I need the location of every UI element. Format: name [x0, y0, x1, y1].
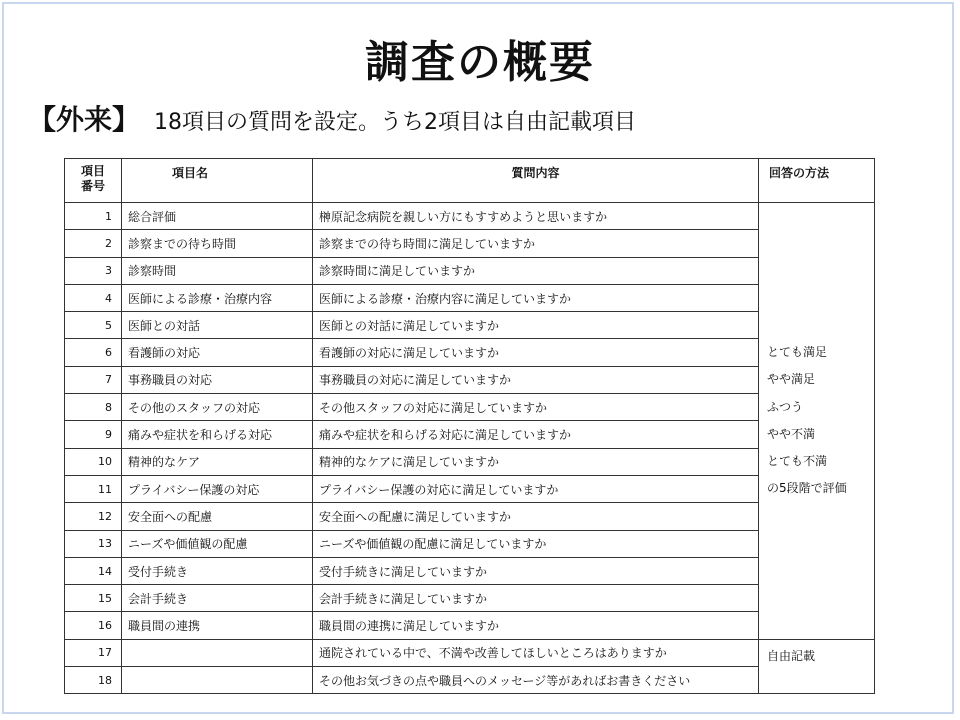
item-name: 受付手続き: [122, 557, 313, 584]
table-row: [65, 530, 875, 557]
header-name: 項目名: [122, 159, 313, 203]
item-name: 診察までの待ち時間: [122, 230, 313, 257]
rating-option: ふつう: [767, 399, 804, 414]
item-number: 1: [65, 203, 122, 230]
item-question: 会計手続きに満足していますか: [313, 585, 759, 612]
item-number: 18: [65, 667, 122, 694]
table-row: [65, 667, 875, 694]
header-question: 質問内容: [313, 159, 759, 203]
rating-option: とても満足: [767, 344, 828, 359]
item-name: その他のスタッフの対応: [122, 394, 313, 421]
item-number: 9: [65, 421, 122, 448]
item-name: プライバシー保護の対応: [122, 475, 313, 502]
item-name: [122, 667, 313, 694]
header-answer: 回答の方法: [759, 159, 875, 203]
item-name: 事務職員の対応: [122, 366, 313, 393]
table-row: [65, 339, 875, 366]
item-number: 13: [65, 530, 122, 557]
item-number: 14: [65, 557, 122, 584]
item-question: 医師との対話に満足していますか: [313, 312, 759, 339]
rating-option: やや満足: [767, 372, 816, 387]
item-name: 総合評価: [122, 203, 313, 230]
rating-option: の5段階で評価: [767, 481, 847, 496]
item-question: 職員間の連携に満足していますか: [313, 612, 759, 639]
table-row: [65, 394, 875, 421]
item-number: 17: [65, 639, 122, 666]
item-number: 12: [65, 503, 122, 530]
item-name: 職員間の連携: [122, 612, 313, 639]
table-row: [65, 284, 875, 311]
item-question: 痛みや症状を和らげる対応に満足していますか: [313, 421, 759, 448]
table-row: [65, 475, 875, 502]
item-number: 15: [65, 585, 122, 612]
item-question: ニーズや価値観の配慮に満足していますか: [313, 530, 759, 557]
header-number-line1: 項目: [80, 164, 105, 178]
answer-method-rating: [759, 203, 875, 640]
header-number-line2: 番号: [80, 179, 105, 193]
item-number: 10: [65, 448, 122, 475]
rating-option: とても不満: [767, 454, 828, 469]
item-question: 事務職員の対応に満足していますか: [313, 366, 759, 393]
subtitle-bracket: 【外来】: [28, 103, 141, 136]
item-question: 受付手続きに満足していますか: [313, 557, 759, 584]
subtitle-description: 18項目の質問を設定。うち2項目は自由記載項目: [154, 110, 637, 135]
item-number: 6: [65, 339, 122, 366]
item-number: 16: [65, 612, 122, 639]
table-row: [65, 503, 875, 530]
rating-option: やや不満: [767, 426, 816, 441]
item-question: 通院されている中で、不満や改善してほしいところはありますか: [313, 639, 759, 666]
table-row: [65, 257, 875, 284]
table-row: [65, 366, 875, 393]
item-question: 診察時間に満足していますか: [313, 257, 759, 284]
item-name: ニーズや価値観の配慮: [122, 530, 313, 557]
item-question: 医師による診療・治療内容に満足していますか: [313, 284, 759, 311]
item-number: 5: [65, 312, 122, 339]
item-number: 4: [65, 284, 122, 311]
table-row: [65, 639, 875, 666]
item-question: その他お気づきの点や職員へのメッセージ等があればお書きください: [313, 667, 759, 694]
item-number: 2: [65, 230, 122, 257]
item-question: 診察までの待ち時間に満足していますか: [313, 230, 759, 257]
table-row: [65, 230, 875, 257]
item-name: 会計手続き: [122, 585, 313, 612]
answer-method-free: 自由記載: [759, 639, 875, 694]
item-number: 7: [65, 366, 122, 393]
item-question: プライバシー保護の対応に満足していますか: [313, 475, 759, 502]
item-name: 痛みや症状を和らげる対応: [122, 421, 313, 448]
table-row: [65, 557, 875, 584]
table-row: [65, 612, 875, 639]
item-question: その他スタッフの対応に満足していますか: [313, 394, 759, 421]
page-title: 調査の概要: [365, 37, 595, 88]
survey-table: [64, 158, 875, 694]
item-name: 看護師の対応: [122, 339, 313, 366]
item-number: 8: [65, 394, 122, 421]
item-number: 3: [65, 257, 122, 284]
item-name: 医師による診療・治療内容: [122, 284, 313, 311]
table-header-row: [65, 159, 875, 203]
item-name: 安全面への配慮: [122, 503, 313, 530]
table-row: [65, 421, 875, 448]
item-number: 11: [65, 475, 122, 502]
item-name: [122, 639, 313, 666]
item-question: 看護師の対応に満足していますか: [313, 339, 759, 366]
table-row: [65, 312, 875, 339]
subtitle: [28, 98, 636, 138]
item-question: 榊原記念病院を親しい方にもすすめようと思いますか: [313, 203, 759, 230]
item-question: 安全面への配慮に満足していますか: [313, 503, 759, 530]
header-number: [65, 159, 122, 203]
item-question: 精神的なケアに満足していますか: [313, 448, 759, 475]
item-name: 医師との対話: [122, 312, 313, 339]
table-row: [65, 448, 875, 475]
table-row: [65, 203, 875, 230]
item-name: 診察時間: [122, 257, 313, 284]
item-name: 精神的なケア: [122, 448, 313, 475]
table-row: [65, 585, 875, 612]
